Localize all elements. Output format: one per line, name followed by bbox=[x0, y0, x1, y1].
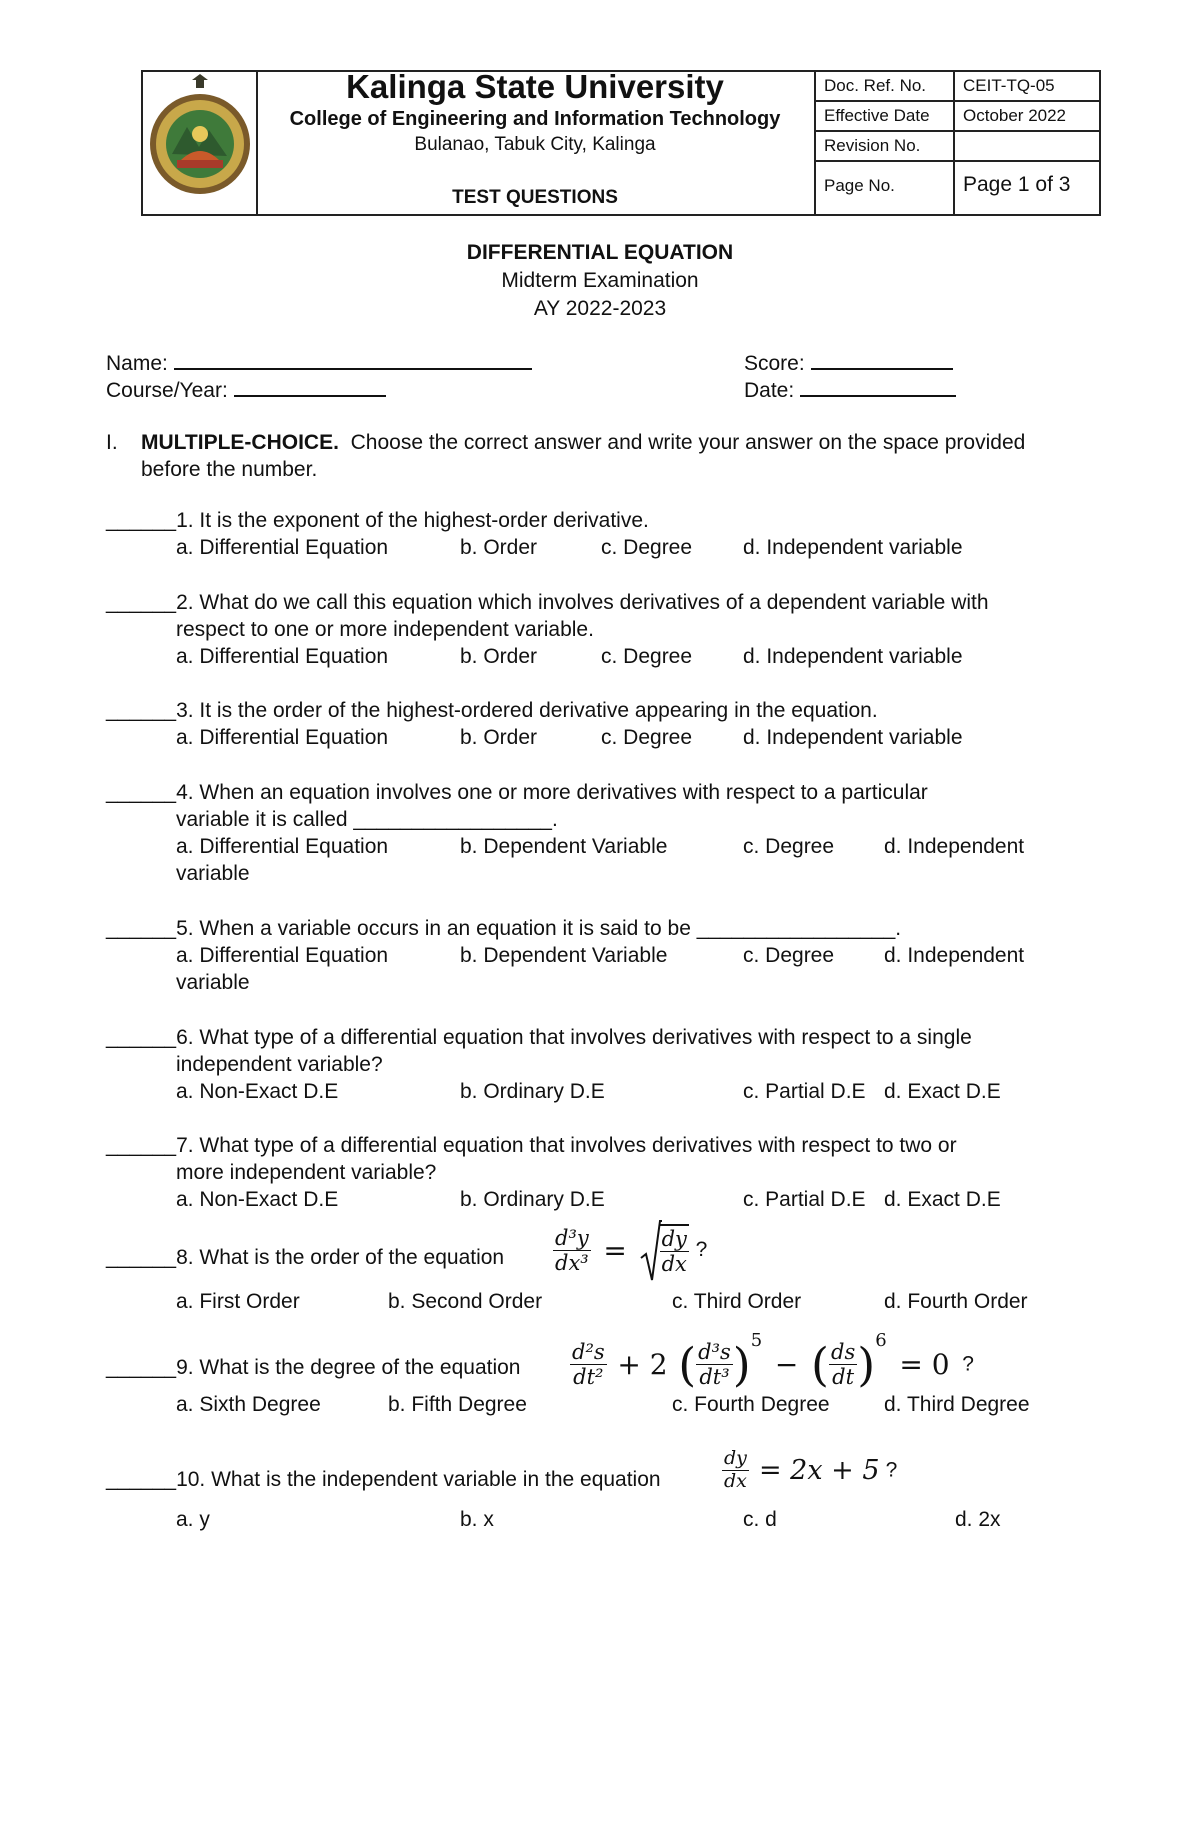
choice: d. Fourth Order bbox=[884, 1290, 1028, 1313]
choice-wrap: variable bbox=[176, 971, 250, 994]
meta-value: October 2022 bbox=[963, 106, 1067, 125]
choice: b. x bbox=[460, 1508, 494, 1531]
choice: d. Exact D.E bbox=[884, 1080, 1001, 1103]
meta-value: CEIT-TQ-05 bbox=[963, 76, 1055, 95]
eq-denominator: dx³ bbox=[555, 1250, 589, 1275]
choice: c. Degree bbox=[601, 645, 693, 668]
eq-denominator: dt³ bbox=[699, 1365, 730, 1389]
answer-blank[interactable]: ______ bbox=[106, 1356, 177, 1379]
score-field[interactable] bbox=[744, 350, 953, 376]
choice: a. Differential Equation bbox=[176, 835, 389, 858]
section-instruction bbox=[141, 431, 1025, 455]
choice: a. Non-Exact D.E bbox=[176, 1188, 339, 1211]
score-label: Score: bbox=[744, 352, 805, 375]
name-field[interactable] bbox=[106, 350, 532, 376]
page-number: Page 1 of 3 bbox=[963, 173, 1071, 196]
eq-numerator: d³s bbox=[698, 1339, 731, 1364]
question-10 bbox=[106, 1468, 661, 1492]
choice: c. d bbox=[743, 1508, 777, 1531]
date-label: Date: bbox=[744, 379, 795, 402]
meta-label: Page No. bbox=[824, 176, 895, 195]
eq-sign: = bbox=[603, 1233, 627, 1267]
sqrt-sign-icon bbox=[640, 1218, 662, 1284]
question-text: 5. When a variable occurs in an equation it is said to be _________________. bbox=[176, 917, 902, 940]
answer-blank[interactable]: ______ bbox=[106, 699, 177, 722]
question-text: 10. What is the independent variable in the equation bbox=[176, 1468, 661, 1491]
sqrt bbox=[640, 1224, 689, 1276]
equation-q9: $\frac{\text{d²s}}{\text{dt²}}$ + 2 ( $\frac{\text{d³s}}{\text{dt³}}$ )$^5$ − ( $\frac{ds}{dt}$ )$^6$ = 0 ? bbox=[572, 1330, 974, 1392]
choice: b. Ordinary D.E bbox=[460, 1188, 605, 1211]
answer-blank[interactable]: ______ bbox=[106, 591, 177, 614]
college-name: College of Engineering and Information Technology bbox=[289, 108, 781, 130]
question-5 bbox=[106, 917, 901, 941]
question-text-cont: more independent variable? bbox=[176, 1161, 437, 1184]
question-mark: ? bbox=[885, 1458, 898, 1482]
instruction-text-cont: before the number. bbox=[141, 458, 318, 481]
date-field[interactable] bbox=[744, 377, 956, 403]
question-8 bbox=[106, 1246, 504, 1270]
question-2 bbox=[106, 591, 989, 615]
eq-numerator: ds bbox=[831, 1339, 856, 1364]
choice: c. Degree bbox=[601, 726, 693, 749]
choice: d. Independent bbox=[884, 944, 1025, 967]
answer-blank[interactable]: ______ bbox=[106, 781, 177, 804]
doc-type: TEST QUESTIONS bbox=[452, 187, 618, 208]
university-name: Kalinga State University bbox=[346, 68, 724, 105]
name-label: Name: bbox=[106, 352, 168, 375]
instruction-text: Choose the correct answer and write your answer on the space provided bbox=[350, 431, 1026, 454]
university-address: Bulanao, Tabuk City, Kalinga bbox=[414, 134, 656, 155]
choice: c. Fourth Degree bbox=[672, 1393, 830, 1416]
choice: a. Differential Equation bbox=[176, 726, 389, 749]
choice: d. Independent variable bbox=[743, 726, 963, 749]
choice: c. Partial D.E bbox=[743, 1080, 866, 1103]
choice: d. Third Degree bbox=[884, 1393, 1030, 1416]
eq-exponent: 6 bbox=[875, 1330, 887, 1351]
answer-blank[interactable]: ______ bbox=[106, 1026, 177, 1049]
choice: b. Order bbox=[460, 726, 538, 749]
choice: d. Independent variable bbox=[743, 645, 963, 668]
question-mark: ? bbox=[695, 1238, 708, 1262]
question-3 bbox=[106, 699, 878, 723]
choice: a. Differential Equation bbox=[176, 944, 389, 967]
choice: b. Dependent Variable bbox=[460, 944, 668, 967]
choice: d. Independent variable bbox=[743, 536, 963, 559]
answer-blank[interactable]: ______ bbox=[106, 1246, 177, 1269]
answer-blank[interactable]: ______ bbox=[106, 917, 177, 940]
course-year-field[interactable] bbox=[106, 377, 386, 403]
eq-rhs: = 2x + 5 bbox=[758, 1454, 880, 1486]
eq-denominator: dx bbox=[661, 1252, 687, 1277]
choice: a. Sixth Degree bbox=[176, 1393, 321, 1416]
question-text: 3. It is the order of the highest-ordered derivative appearing in the equation. bbox=[176, 699, 878, 722]
academic-year: AY 2022-2023 bbox=[533, 297, 667, 320]
equation-q10 bbox=[722, 1448, 897, 1493]
exam-title: Midterm Examination bbox=[501, 269, 699, 292]
question-text-cont: independent variable? bbox=[176, 1053, 383, 1076]
meta-label: Revision No. bbox=[824, 136, 921, 155]
choice: b. Order bbox=[460, 536, 538, 559]
question-text: 4. When an equation involves one or more derivatives with respect to a particular bbox=[176, 781, 928, 804]
question-text: 9. What is the degree of the equation bbox=[176, 1356, 521, 1379]
question-text-cont: respect to one or more independent variable. bbox=[176, 618, 594, 641]
choice: a. Differential Equation bbox=[176, 645, 389, 668]
meta-label: Doc. Ref. No. bbox=[824, 76, 927, 95]
university-seal-icon bbox=[147, 72, 253, 212]
choice: b. Fifth Degree bbox=[388, 1393, 527, 1416]
choice: d. Independent bbox=[884, 835, 1025, 858]
choice: b. Dependent Variable bbox=[460, 835, 668, 858]
choice: c. Degree bbox=[743, 944, 835, 967]
choice: b. Ordinary D.E bbox=[460, 1080, 605, 1103]
eq-operator: + 2 bbox=[617, 1348, 668, 1381]
choice: b. Second Order bbox=[388, 1290, 543, 1313]
section-title: MULTIPLE-CHOICE. bbox=[141, 431, 339, 454]
question-text: 7. What type of a differential equation that involves derivatives with respect to two or bbox=[176, 1134, 957, 1157]
eq-exponent: 5 bbox=[750, 1330, 763, 1351]
choice: d. 2x bbox=[955, 1508, 1001, 1531]
choice: c. Third Order bbox=[672, 1290, 802, 1313]
choice: a. Non-Exact D.E bbox=[176, 1080, 339, 1103]
eq-numerator: dy bbox=[724, 1447, 747, 1469]
eq-numerator: d²s bbox=[572, 1339, 605, 1364]
question-1 bbox=[106, 509, 649, 533]
choice: b. Order bbox=[460, 645, 538, 668]
answer-blank[interactable]: ______ bbox=[106, 1134, 177, 1157]
choice-wrap: variable bbox=[176, 862, 250, 885]
choice: c. Degree bbox=[601, 536, 693, 559]
question-mark: ? bbox=[962, 1352, 974, 1376]
eq-operator: − bbox=[774, 1348, 799, 1381]
question-7 bbox=[106, 1134, 957, 1158]
eq-equals: = 0 bbox=[899, 1348, 950, 1381]
meta-label: Effective Date bbox=[824, 106, 930, 125]
question-text: 1. It is the exponent of the highest-order derivative. bbox=[176, 509, 649, 532]
choice: d. Exact D.E bbox=[884, 1188, 1001, 1211]
section-number: I. bbox=[106, 431, 118, 454]
question-6 bbox=[106, 1026, 972, 1050]
question-text: 2. What do we call this equation which involves derivatives of a dependent variable with bbox=[176, 591, 989, 614]
choice: a. Differential Equation bbox=[176, 536, 389, 559]
course-year-label: Course/Year: bbox=[106, 379, 228, 402]
question-text-cont: variable it is called _________________. bbox=[176, 808, 558, 831]
question-text: 6. What type of a differential equation that involves derivatives with respect to a single bbox=[176, 1026, 972, 1049]
choice: a. First Order bbox=[176, 1290, 300, 1313]
subject-title: DIFFERENTIAL EQUATION bbox=[466, 241, 734, 264]
choice: c. Degree bbox=[743, 835, 835, 858]
eq-numerator: d³y bbox=[555, 1225, 589, 1250]
answer-blank[interactable]: ______ bbox=[106, 509, 177, 532]
eq-denominator: dt² bbox=[573, 1365, 604, 1389]
question-4 bbox=[106, 781, 928, 805]
question-9 bbox=[106, 1356, 520, 1380]
question-text: 8. What is the order of the equation bbox=[176, 1246, 505, 1269]
choice: a. y bbox=[176, 1508, 210, 1531]
header-table bbox=[141, 70, 1101, 216]
choice: c. Partial D.E bbox=[743, 1188, 866, 1211]
eq-numerator: dy bbox=[661, 1227, 687, 1251]
answer-blank[interactable]: ______ bbox=[106, 1468, 177, 1491]
equation-q8 bbox=[553, 1224, 707, 1276]
eq-denominator: dx bbox=[724, 1469, 747, 1492]
eq-denominator: dt bbox=[832, 1365, 855, 1389]
